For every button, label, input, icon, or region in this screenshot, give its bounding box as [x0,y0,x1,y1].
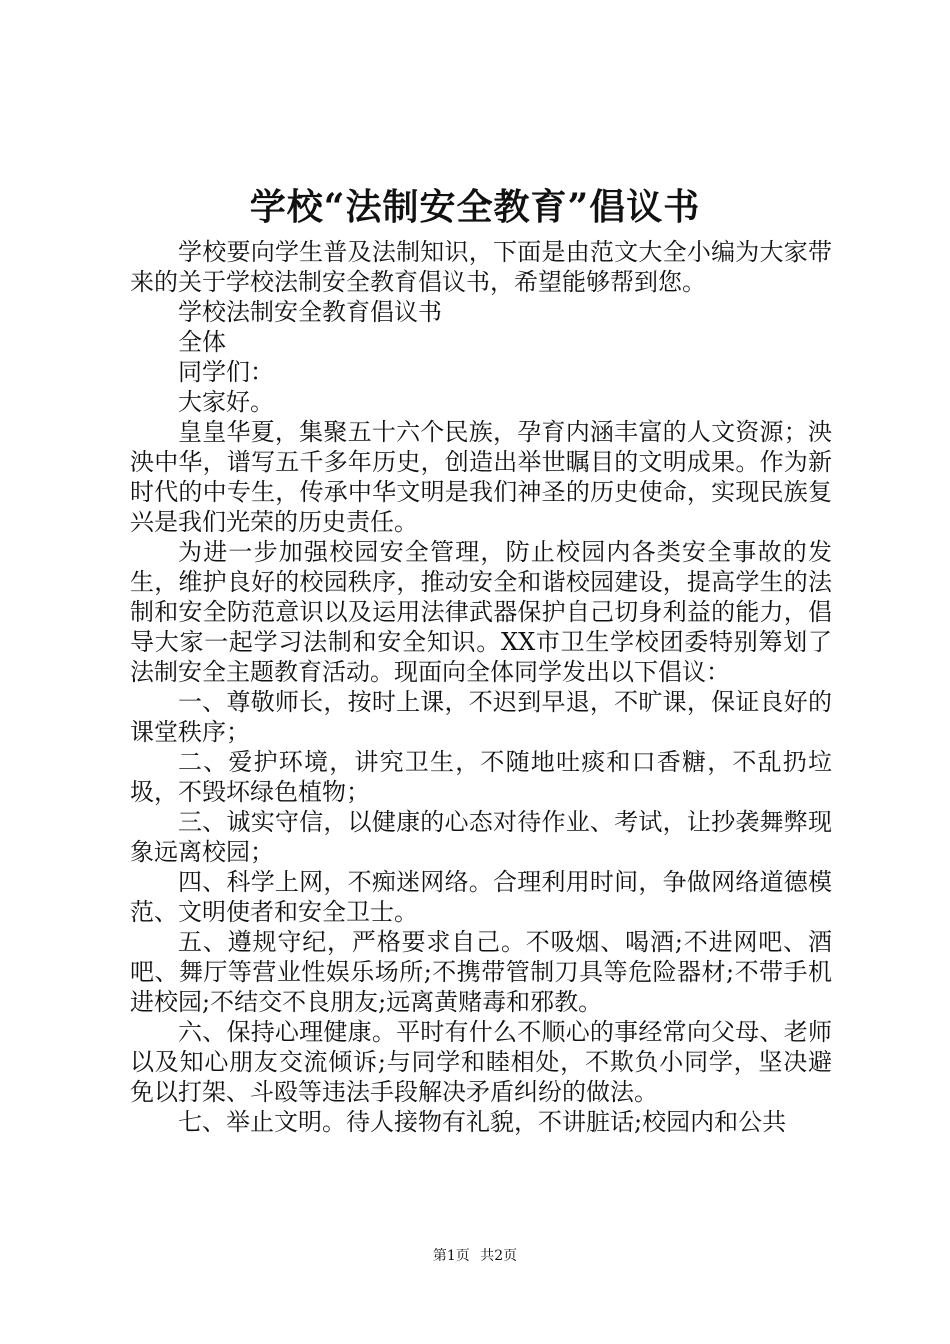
page-footer [0,1246,950,1266]
paragraph-heritage: 皇皇华夏，集聚五十六个民族，孕育内涵丰富的人文资源；泱泱中华，谱写五千多年历史，创造出举世瞩目的文明成果。作为新时代的中专生，传承中华文明是我们神圣的历史使命，实现民族复兴是我们光荣的历史责任。 [130,418,832,536]
proposal-item-5: 五、遵规守纪，严格要求自己。不吸烟、喝酒;不进网吧、酒吧、舞厅等营业性娱乐场所;不携带管制刀具等危险器材;不带手机进校园;不结交不良朋友;远离黄赌毒和邪教。 [130,928,832,1016]
proposal-item-7: 七、举止文明。待人接物有礼貌，不讲脏话;校园内和公共 [178,1108,787,1136]
paragraph-purpose: 为进一步加强校园安全管理，防止校园内各类安全事故的发生，维护良好的校园秩序，推动安全和谐校园建设，提高学生的法制和安全防范意识以及运用法律武器保护自己切身利益的能力，倡导大家一起学习法制和安全知识。XX市卫生学校团委特别筹划了法制安全主题教育活动。现面向全体同学发出以下倡议： [130,538,832,686]
proposal-item-6: 六、保持心理健康。平时有什么不顺心的事经常向父母、老师以及知心朋友交流倾诉;与同学和睦相处，不欺负小同学，坚决避免以打架、斗殴等违法手段解决矛盾纠纷的做法。 [130,1018,832,1106]
paragraph-greeting: 大家好。 [178,388,274,416]
paragraph-intro: 学校要向学生普及法制知识，下面是由范文大全小编为大家带来的关于学校法制安全教育倡议书，希望能够帮到您。 [130,238,832,296]
page-number: 第1页 [432,1248,470,1264]
page-total: 共2页 [480,1248,518,1264]
proposal-item-2: 二、爱护环境，讲究卫生，不随地吐痰和口香糖，不乱扔垃圾，不毁坏绿色植物； [130,748,832,806]
proposal-item-1: 一、尊敬师长，按时上课，不迟到早退，不旷课，保证良好的课堂秩序； [130,688,832,746]
document-body [130,237,832,1137]
paragraph-subtitle: 学校法制安全教育倡议书 [178,298,442,326]
document-title: 学校“法制安全教育”倡议书 [249,186,701,228]
paragraph-salutation-1: 全体 [178,328,226,356]
proposal-item-4: 四、科学上网，不痴迷网络。合理利用时间，争做网络道德模范、文明使者和安全卫士。 [130,868,832,926]
paragraph-salutation-2: 同学们： [178,358,274,386]
proposal-item-3: 三、诚实守信，以健康的心态对待作业、考试，让抄袭舞弊现象远离校园； [130,808,832,866]
